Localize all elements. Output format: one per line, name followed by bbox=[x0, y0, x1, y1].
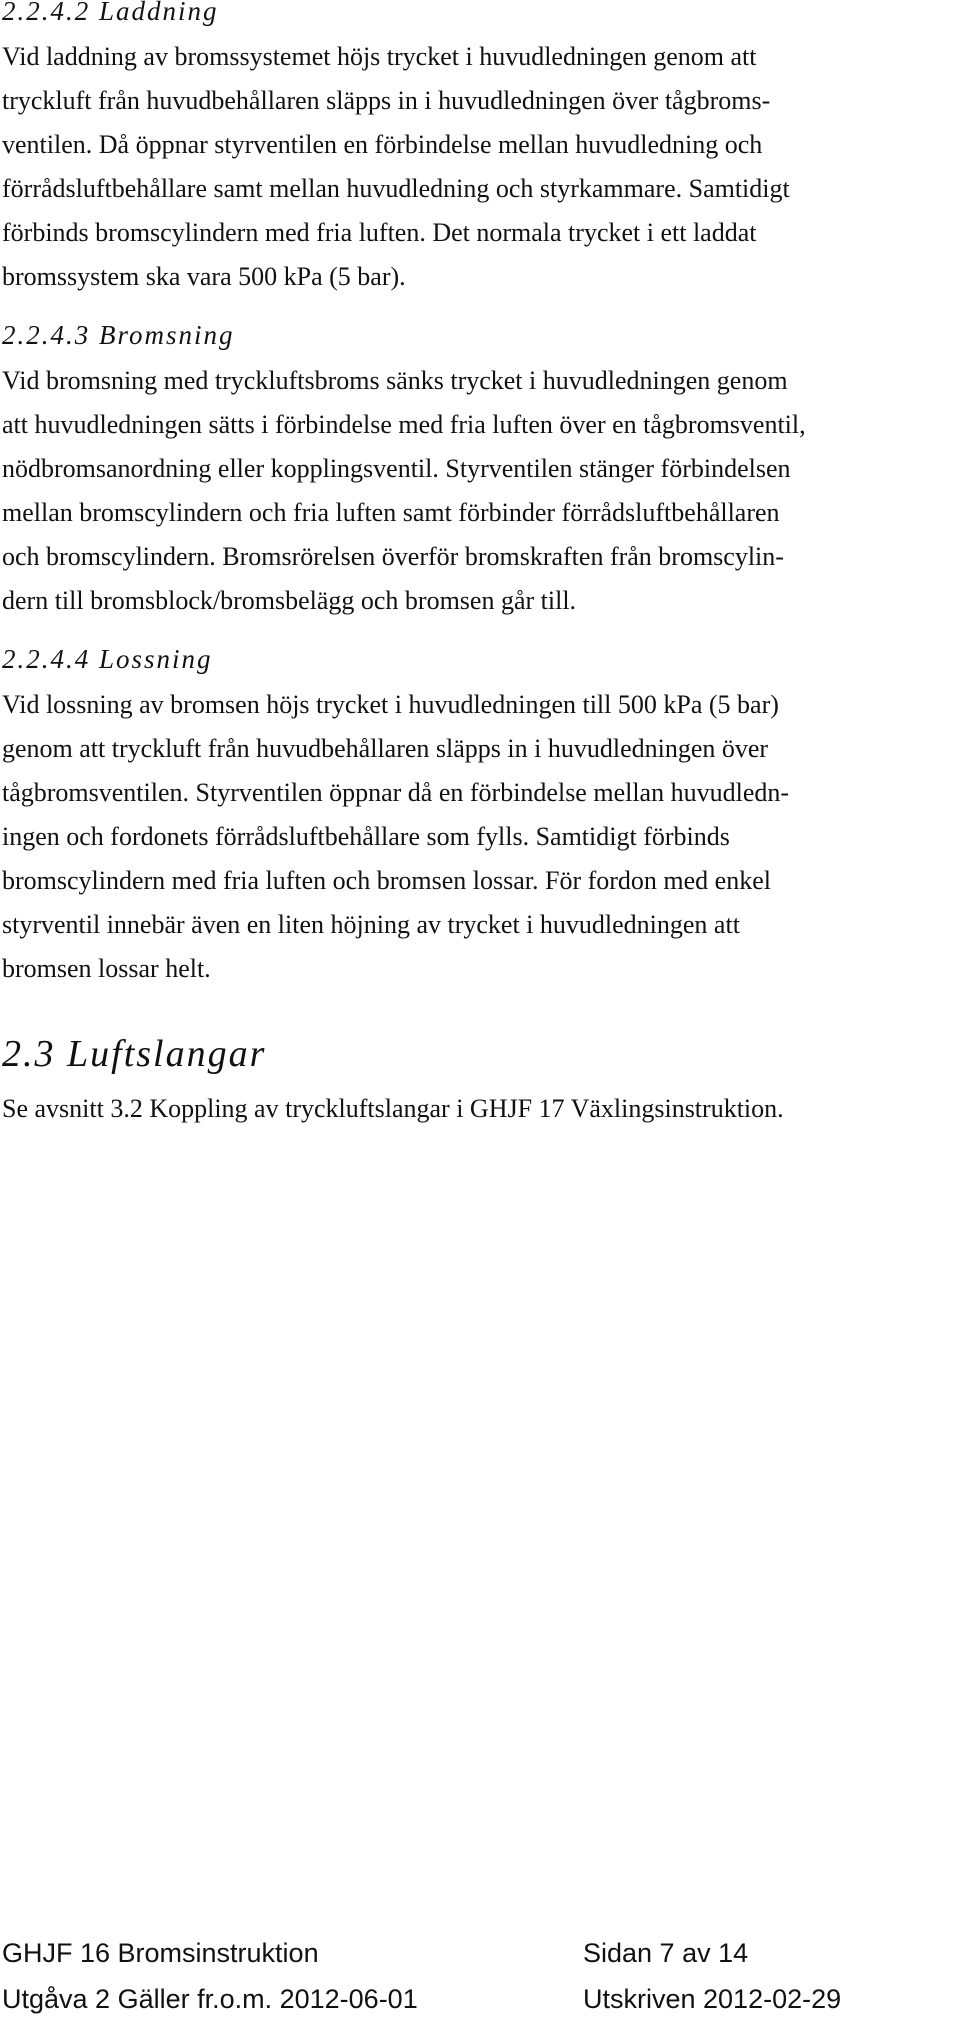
paragraph-line: genom att tryckluft från huvudbehållaren släpps in i huvudledningen över bbox=[2, 734, 769, 763]
section-heading-bromsning: 2.2.4.3 Bromsning bbox=[2, 320, 235, 350]
paragraph-line: bromsen lossar helt. bbox=[2, 954, 211, 983]
footer-printed-date: Utskriven 2012-02-29 bbox=[583, 1984, 842, 2014]
paragraph-line: Vid lossning av bromsen höjs trycket i huvudledningen till 500 kPa (5 bar) bbox=[2, 690, 779, 719]
paragraph-line: dern till bromsblock/bromsbelägg och bromsen går till. bbox=[2, 586, 577, 615]
footer-edition: Utgåva 2 Gäller fr.o.m. 2012-06-01 bbox=[2, 1984, 418, 2014]
section-heading-laddning: 2.2.4.2 Laddning bbox=[2, 0, 219, 26]
paragraph-line: tryckluft från huvudbehållaren släpps in i huvudledningen över tågbroms- bbox=[2, 86, 771, 115]
footer-page-info: Sidan 7 av 14 bbox=[583, 1938, 749, 1968]
paragraph-line: bromscylindern med fria luften och bromsen lossar. För fordon med enkel bbox=[2, 866, 771, 895]
paragraph-line: Vid bromsning med tryckluftsbroms sänks trycket i huvudledningen genom bbox=[2, 366, 788, 395]
paragraph-line: nödbromsanordning eller kopplingsventil. Styrventilen stänger förbindelsen bbox=[2, 454, 791, 483]
paragraph-line: att huvudledningen sätts i förbindelse med fria luften över en tågbromsventil, bbox=[2, 410, 806, 439]
section-heading-lossning: 2.2.4.4 Lossning bbox=[2, 644, 213, 674]
footer-doc-title: GHJF 16 Bromsinstruktion bbox=[2, 1938, 319, 1968]
paragraph-line: tågbromsventilen. Styrventilen öppnar då en förbindelse mellan huvudledn- bbox=[2, 778, 790, 807]
paragraph-line: ventilen. Då öppnar styrventilen en förbindelse mellan huvudledning och bbox=[2, 130, 763, 159]
paragraph-line: förbinds bromscylindern med fria luften. Det normala trycket i ett laddat bbox=[2, 218, 757, 247]
paragraph-line: och bromscylindern. Bromsrörelsen överför bromskraften från bromscylin- bbox=[2, 542, 784, 571]
paragraph-line: ingen och fordonets förrådsluftbehållare som fylls. Samtidigt förbinds bbox=[2, 822, 730, 851]
paragraph-line: bromssystem ska vara 500 kPa (5 bar). bbox=[2, 262, 406, 291]
paragraph-line: styrventil innebär även en liten höjning av trycket i huvudledningen att bbox=[2, 910, 740, 939]
section-heading-luftslangar: 2.3 Luftslangar bbox=[2, 1033, 267, 1075]
paragraph-line: Se avsnitt 3.2 Koppling av tryckluftslangar i GHJF 17 Växlingsinstruktion. bbox=[2, 1094, 784, 1123]
paragraph-line: Vid laddning av bromssystemet höjs trycket i huvudledningen genom att bbox=[2, 42, 757, 71]
paragraph-line: förrådsluftbehållare samt mellan huvudledning och styrkammare. Samtidigt bbox=[2, 174, 790, 203]
paragraph-line: mellan bromscylindern och fria luften samt förbinder förrådsluftbehållaren bbox=[2, 498, 780, 527]
